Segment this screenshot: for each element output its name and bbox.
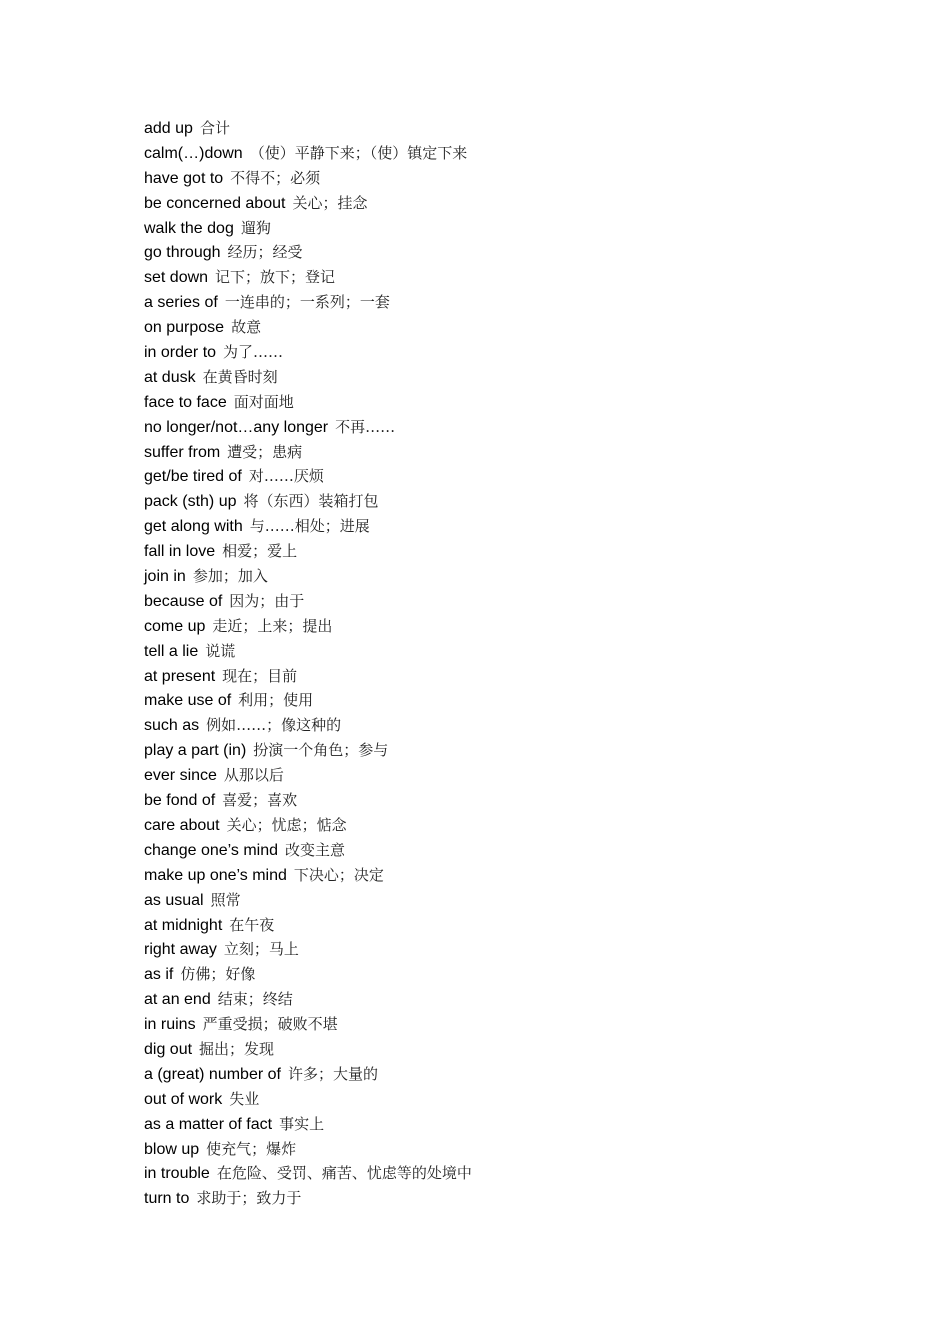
- phrase-chinese: 不再……: [335, 417, 396, 436]
- phrase-chinese: 说谎: [205, 641, 236, 660]
- phrase-chinese: （使）平静下来；（使）镇定下来: [249, 143, 468, 162]
- phrase-english: suffer from: [144, 443, 221, 461]
- phrase-english: right away: [144, 941, 217, 959]
- phrase-chinese: 在黄昏时刻: [202, 367, 278, 386]
- phrase-chinese: 从那以后: [223, 766, 284, 785]
- phrase-english: fall in love: [144, 543, 216, 561]
- phrase-entry: [144, 315, 472, 340]
- phrase-entry: [144, 464, 472, 489]
- phrase-entry: [144, 688, 472, 713]
- phrase-entry: [144, 265, 472, 290]
- phrase-english: a (great) number of: [144, 1065, 281, 1083]
- phrase-chinese: 关心；忧虑；惦念: [226, 815, 347, 834]
- phrase-chinese: 为了……: [223, 343, 284, 362]
- phrase-entry: [144, 216, 472, 241]
- phrase-entry: [144, 191, 472, 216]
- phrase-english: no longer/not…any longer: [144, 418, 329, 436]
- phrase-english: ever since: [144, 767, 217, 785]
- phrase-english: go through: [144, 244, 221, 262]
- phrase-chinese: 因为；由于: [229, 591, 305, 610]
- phrase-english: in ruins: [144, 1016, 196, 1034]
- phrase-entry: [144, 888, 472, 913]
- phrase-entry: [144, 813, 472, 838]
- phrase-english: a series of: [144, 294, 218, 312]
- phrase-english: tell a lie: [144, 642, 199, 660]
- phrase-chinese: 在午夜: [229, 915, 275, 934]
- phrase-entry: [144, 1062, 472, 1087]
- phrase-entry: [144, 1087, 472, 1112]
- phrase-english: calm(…)down: [144, 144, 243, 162]
- phrase-english: at present: [144, 667, 216, 685]
- phrase-english: add up: [144, 120, 193, 137]
- phrase-chinese: 遭受；患病: [227, 442, 303, 461]
- phrase-entry: [144, 240, 472, 265]
- phrase-entry: [144, 489, 472, 514]
- phrase-chinese: 故意: [231, 318, 262, 337]
- phrase-english: get along with: [144, 518, 243, 536]
- phrase-entry: [144, 290, 472, 315]
- phrase-english: be concerned about: [144, 194, 286, 212]
- phrase-english: as a matter of fact: [144, 1115, 273, 1133]
- phrase-entry: [144, 340, 472, 365]
- phrase-chinese: 使充气；爆炸: [206, 1139, 297, 1158]
- phrase-chinese: 将（东西）装箱打包: [243, 492, 379, 511]
- phrase-chinese: 相爱；爱上: [222, 542, 298, 561]
- phrase-chinese: 参加；加入: [192, 567, 268, 586]
- phrase-entry: [144, 614, 472, 639]
- phrase-entry: [144, 639, 472, 664]
- phrase-entry: [144, 1112, 472, 1137]
- phrase-entry: [144, 937, 472, 962]
- phrase-entry: [144, 1012, 472, 1037]
- phrase-english: such as: [144, 717, 200, 735]
- phrase-english: in order to: [144, 344, 217, 362]
- phrase-entry: [144, 564, 472, 589]
- phrase-entry: [144, 763, 472, 788]
- phrase-entry: [144, 788, 472, 813]
- phrase-chinese: 利用；使用: [238, 691, 314, 710]
- phrase-chinese: 走近；上来；提出: [212, 616, 333, 635]
- phrase-chinese: 事实上: [279, 1114, 325, 1133]
- phrase-chinese: 求助于；致力于: [196, 1189, 302, 1208]
- phrase-chinese: 现在；目前: [222, 666, 298, 685]
- phrase-chinese: 立刻；马上: [223, 940, 299, 959]
- phrase-entry: [144, 713, 472, 738]
- phrase-chinese: 合计: [199, 119, 230, 137]
- phrase-english: set down: [144, 269, 209, 287]
- phrase-entry: [144, 962, 472, 987]
- phrase-entry: [144, 116, 472, 141]
- phrase-chinese: 一连串的；一系列；一套: [224, 293, 390, 312]
- phrase-english: as if: [144, 966, 174, 984]
- phrase-english: walk the dog: [144, 219, 234, 237]
- phrase-english: blow up: [144, 1140, 200, 1158]
- phrase-english: have got to: [144, 169, 224, 187]
- phrase-entry: [144, 1137, 472, 1162]
- phrase-entry: [144, 589, 472, 614]
- phrase-english: be fond of: [144, 792, 216, 810]
- phrase-entry: [144, 166, 472, 191]
- phrase-english: get/be tired of: [144, 468, 242, 486]
- phrase-entry: [144, 514, 472, 539]
- phrase-english: make up one’s mind: [144, 866, 287, 884]
- phrase-english: care about: [144, 816, 220, 834]
- phrase-english: because of: [144, 592, 223, 610]
- phrase-entry: [144, 913, 472, 938]
- phrase-entry: [144, 390, 472, 415]
- phrase-chinese: 掘出；发现: [199, 1039, 275, 1058]
- phrase-english: make use of: [144, 692, 232, 710]
- phrase-entry: [144, 863, 472, 888]
- phrase-chinese: 关心；挂念: [292, 193, 368, 212]
- phrase-chinese: 照常: [210, 890, 241, 909]
- phrase-chinese: 喜爱；喜欢: [222, 791, 298, 810]
- phrase-chinese: 许多；大量的: [287, 1064, 378, 1083]
- phrase-list: [144, 116, 472, 1211]
- phrase-english: at midnight: [144, 916, 223, 934]
- phrase-chinese: 不得不；必须: [230, 168, 321, 187]
- phrase-chinese: 例如……；像这种的: [206, 716, 342, 735]
- phrase-chinese: 对……厌烦: [248, 467, 324, 486]
- phrase-entry: [144, 440, 472, 465]
- phrase-english: at an end: [144, 991, 211, 1009]
- phrase-chinese: 经历；经受: [227, 243, 303, 262]
- phrase-chinese: 失业: [229, 1089, 260, 1108]
- phrase-chinese: 记下；放下；登记: [215, 268, 336, 287]
- phrase-chinese: 在危险、受罚、痛苦、忧虑等的处境中: [216, 1164, 472, 1183]
- phrase-entry: [144, 539, 472, 564]
- phrase-entry: [144, 838, 472, 863]
- phrase-chinese: 改变主意: [285, 840, 346, 859]
- phrase-entry: [144, 365, 472, 390]
- phrase-chinese: 面对面地: [233, 392, 294, 411]
- phrase-chinese: 扮演一个角色；参与: [253, 741, 389, 760]
- phrase-entry: [144, 141, 472, 166]
- phrase-english: join in: [144, 568, 186, 586]
- phrase-chinese: 下决心；决定: [293, 865, 384, 884]
- phrase-chinese: 与……相处；进展: [249, 517, 370, 536]
- phrase-english: out of work: [144, 1090, 223, 1108]
- phrase-chinese: 严重受损；破败不堪: [202, 1015, 338, 1034]
- phrase-chinese: 遛狗: [240, 218, 271, 237]
- phrase-entry: [144, 738, 472, 763]
- phrase-english: as usual: [144, 891, 204, 909]
- phrase-entry: [144, 1186, 472, 1211]
- phrase-entry: [144, 987, 472, 1012]
- phrase-entry: [144, 415, 472, 440]
- phrase-entry: [144, 1161, 472, 1186]
- phrase-english: pack (sth) up: [144, 493, 237, 511]
- phrase-chinese: 仿佛；好像: [180, 965, 256, 984]
- phrase-english: face to face: [144, 393, 227, 411]
- phrase-chinese: 结束；终结: [217, 990, 293, 1009]
- phrase-english: dig out: [144, 1040, 193, 1058]
- phrase-entry: [144, 1037, 472, 1062]
- phrase-english: at dusk: [144, 368, 196, 386]
- phrase-english: change one’s mind: [144, 841, 279, 859]
- phrase-english: come up: [144, 617, 206, 635]
- phrase-english: on purpose: [144, 319, 225, 337]
- phrase-english: in trouble: [144, 1165, 210, 1183]
- phrase-entry: [144, 664, 472, 689]
- phrase-english: play a part (in): [144, 742, 247, 760]
- phrase-english: turn to: [144, 1190, 190, 1208]
